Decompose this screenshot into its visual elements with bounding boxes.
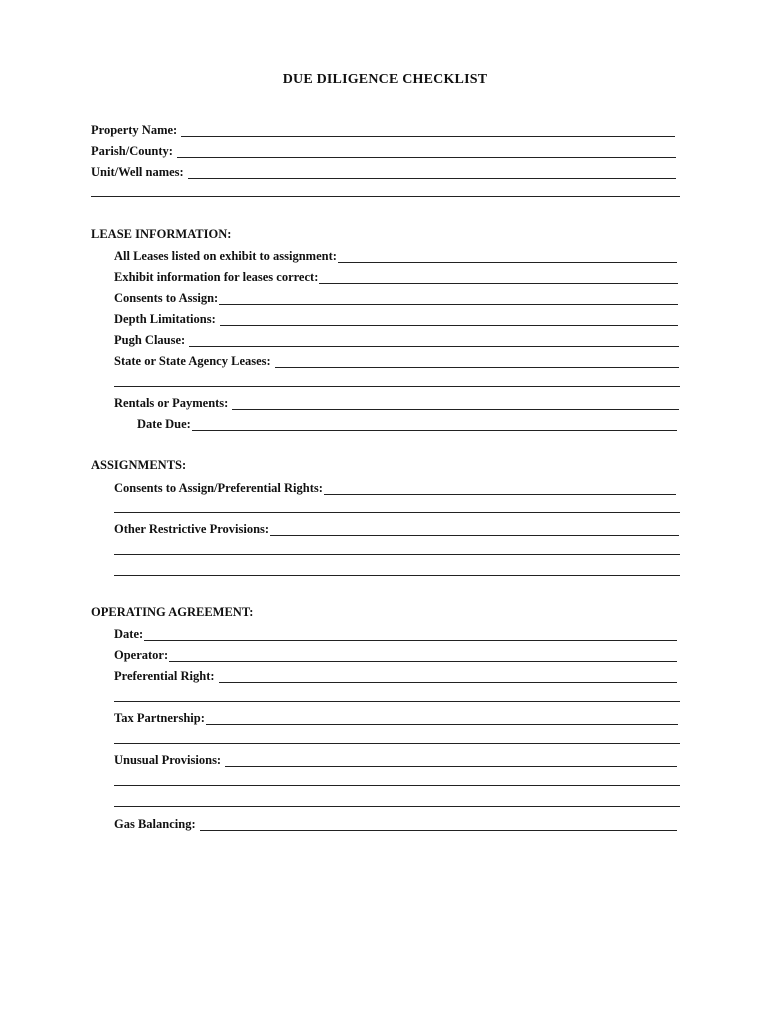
exhibit-info-field[interactable] xyxy=(114,268,678,284)
unit-well-names-field[interactable] xyxy=(91,163,676,179)
gas-balancing-line[interactable] xyxy=(200,818,677,831)
operator-line[interactable] xyxy=(169,649,677,662)
lease-information-heading: LEASE INFORMATION: xyxy=(91,227,232,241)
oa-date-field[interactable] xyxy=(114,625,677,641)
parish-county-line[interactable] xyxy=(177,145,676,158)
tax-partnership-label: Tax Partnership: xyxy=(114,711,205,725)
state-agency-leases-field[interactable] xyxy=(114,352,679,368)
all-leases-label: All Leases listed on exhibit to assignment: xyxy=(114,249,337,263)
preferential-right-line[interactable] xyxy=(219,670,677,683)
preferential-right-label: Preferential Right: xyxy=(114,669,218,683)
oa-date-label: Date: xyxy=(114,627,144,641)
date-due-line[interactable] xyxy=(192,418,677,431)
state-agency-leases-label: State or State Agency Leases: xyxy=(114,354,274,368)
date-due-field[interactable] xyxy=(137,415,677,431)
property-name-field[interactable] xyxy=(91,121,675,137)
unit-well-names-line[interactable] xyxy=(188,166,676,179)
operator-field[interactable] xyxy=(114,646,677,662)
operator-label: Operator: xyxy=(114,648,169,662)
rentals-payments-line[interactable] xyxy=(232,397,679,410)
other-restrictive-field[interactable] xyxy=(114,520,679,536)
unusual-provisions-line[interactable] xyxy=(225,754,677,767)
consents-to-assign-label: Consents to Assign: xyxy=(114,291,219,305)
unit-well-names-label: Unit/Well names: xyxy=(91,165,187,179)
preferential-right-field[interactable] xyxy=(114,667,677,683)
pugh-clause-field[interactable] xyxy=(114,331,679,347)
property-name-line[interactable] xyxy=(181,124,675,137)
rentals-payments-field[interactable] xyxy=(114,394,679,410)
pugh-clause-label: Pugh Clause: xyxy=(114,333,189,347)
consents-to-assign-line[interactable] xyxy=(219,292,678,305)
consents-preferential-label: Consents to Assign/Preferential Rights: xyxy=(114,481,323,495)
depth-limitations-label: Depth Limitations: xyxy=(114,312,219,326)
consents-preferential-line[interactable] xyxy=(324,482,676,495)
operating-agreement-heading: OPERATING AGREEMENT: xyxy=(91,605,254,619)
depth-limitations-field[interactable] xyxy=(114,310,678,326)
parish-county-label: Parish/County: xyxy=(91,144,177,158)
unusual-provisions-continuation-line-2[interactable] xyxy=(114,806,680,807)
document-title: DUE DILIGENCE CHECKLIST xyxy=(282,72,488,87)
preferential-right-continuation-line[interactable] xyxy=(114,701,680,702)
all-leases-line[interactable] xyxy=(338,250,677,263)
other-restrictive-continuation-line-2[interactable] xyxy=(114,575,680,576)
consents-to-assign-field[interactable] xyxy=(114,289,678,305)
exhibit-info-line[interactable] xyxy=(319,271,678,284)
exhibit-info-label: Exhibit information for leases correct: xyxy=(114,270,319,284)
unit-well-names-continuation-line[interactable] xyxy=(91,196,680,197)
gas-balancing-field[interactable] xyxy=(114,815,677,831)
unusual-provisions-label: Unusual Provisions: xyxy=(114,753,225,767)
oa-date-line[interactable] xyxy=(144,628,677,641)
gas-balancing-label: Gas Balancing: xyxy=(114,817,199,831)
consents-preferential-field[interactable] xyxy=(114,479,676,495)
other-restrictive-continuation-line-1[interactable] xyxy=(114,554,680,555)
assignments-heading: ASSIGNMENTS: xyxy=(91,458,187,472)
tax-partnership-line[interactable] xyxy=(206,712,678,725)
depth-limitations-line[interactable] xyxy=(220,313,678,326)
other-restrictive-line[interactable] xyxy=(270,523,679,536)
rentals-payments-label: Rentals or Payments: xyxy=(114,396,232,410)
other-restrictive-label: Other Restrictive Provisions: xyxy=(114,522,270,536)
pugh-clause-line[interactable] xyxy=(189,334,679,347)
unusual-provisions-continuation-line-1[interactable] xyxy=(114,785,680,786)
all-leases-field[interactable] xyxy=(114,247,677,263)
state-agency-leases-continuation-line[interactable] xyxy=(114,386,680,387)
date-due-label: Date Due: xyxy=(137,417,191,431)
tax-partnership-continuation-line[interactable] xyxy=(114,743,680,744)
consents-preferential-continuation-line[interactable] xyxy=(114,512,680,513)
property-name-label: Property Name: xyxy=(91,123,181,137)
tax-partnership-field[interactable] xyxy=(114,709,678,725)
unusual-provisions-field[interactable] xyxy=(114,751,677,767)
state-agency-leases-line[interactable] xyxy=(275,355,679,368)
parish-county-field[interactable] xyxy=(91,142,676,158)
